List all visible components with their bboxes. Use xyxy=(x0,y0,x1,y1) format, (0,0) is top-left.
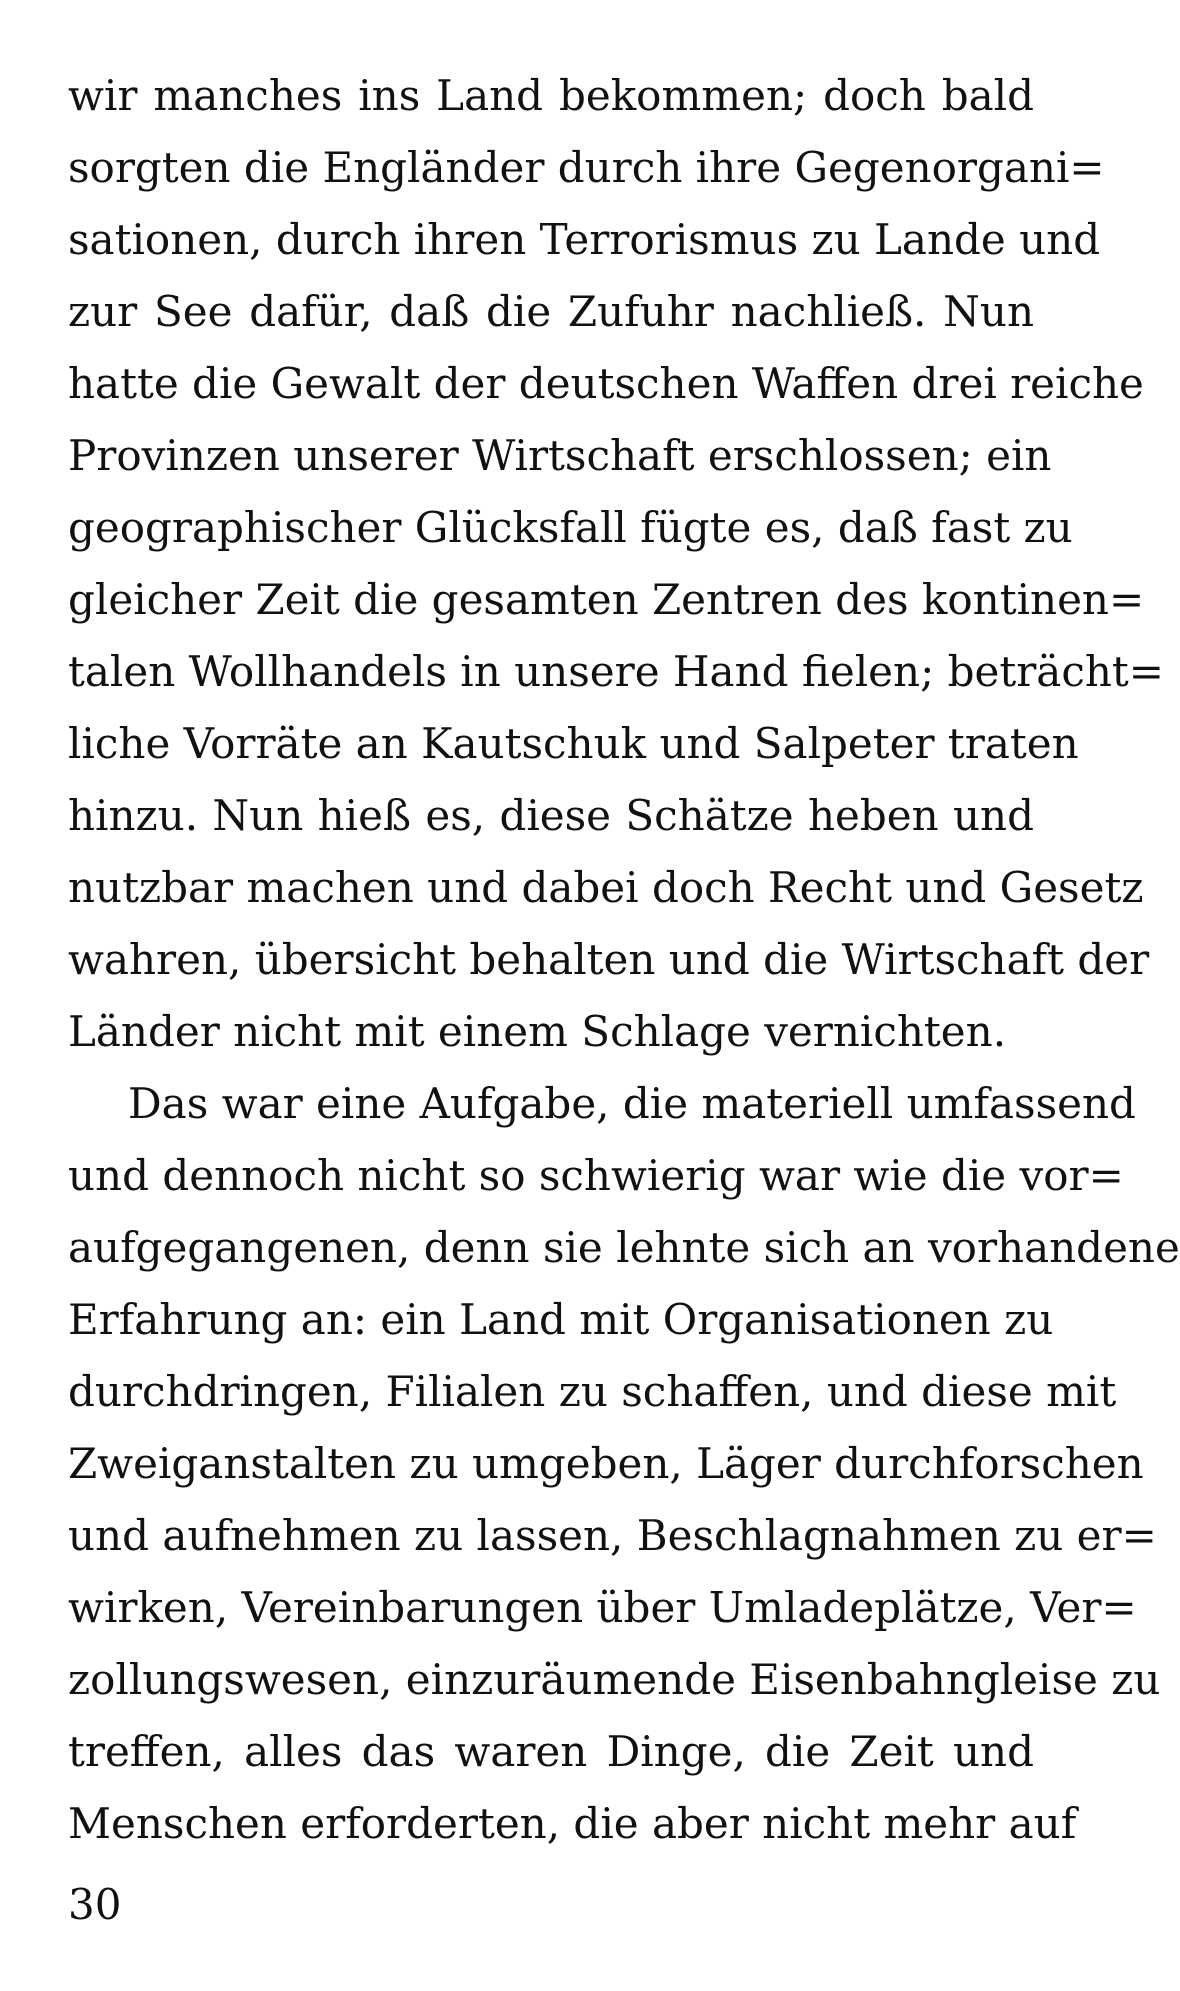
text-line: hatte die Gewalt der deutschen Waffen drei reiche xyxy=(68,359,1144,408)
text-line: aufgegangenen, denn sie lehnte sich an vorhandene xyxy=(68,1223,1180,1272)
page-number: 30 xyxy=(68,1880,122,1929)
text-line: wahren, übersicht behalten und die Wirtschaft der xyxy=(68,935,1150,984)
text-line: zur See dafür, daß die Zufuhr nachließ. Nun xyxy=(68,287,1034,336)
text-line: wirken, Vereinbarungen über Umladeplätze, Ver= xyxy=(68,1583,1137,1632)
text-line: sationen, durch ihren Terrorismus zu Lande und xyxy=(68,215,1101,264)
body-text xyxy=(68,60,1180,1860)
text-line: wir manches ins Land bekommen; doch bald xyxy=(68,71,1034,120)
text-line: sorgten die Engländer durch ihre Gegenorgani= xyxy=(68,143,1105,192)
text-line: Erfahrung an: ein Land mit Organisationen zu xyxy=(68,1295,1054,1344)
text-line: und dennoch nicht so schwierig war wie die vor= xyxy=(68,1151,1124,1200)
text-line: hinzu. Nun hieß es, diese Schätze heben und xyxy=(68,791,1034,840)
text-line: Zweiganstalten zu umgeben, Läger durchforschen xyxy=(68,1439,1144,1488)
text-line: nutzbar machen und dabei doch Recht und Gesetz xyxy=(68,863,1144,912)
text-line: durchdringen, Filialen zu schaffen, und diese mit xyxy=(68,1367,1117,1416)
text-line: und aufnehmen zu lassen, Beschlagnahmen zu er= xyxy=(68,1511,1157,1560)
paragraph-end-line: Länder nicht mit einem Schlage vernichten. xyxy=(68,1007,1007,1056)
text-line: gleicher Zeit die gesamten Zentren des kontinen= xyxy=(68,575,1145,624)
text-line: geographischer Glücksfall fügte es, daß fast zu xyxy=(68,503,1073,552)
text-line: Provinzen unserer Wirtschaft erschlossen; ein xyxy=(68,431,1052,480)
text-line: liche Vorräte an Kautschuk und Salpeter traten xyxy=(68,719,1079,768)
text-line: zollungswesen, einzuräumende Eisenbahngleise zu xyxy=(68,1655,1161,1704)
text-line: treffen, alles das waren Dinge, die Zeit und xyxy=(68,1727,1034,1776)
text-line: talen Wollhandels in unsere Hand fielen; beträcht= xyxy=(68,647,1164,696)
text-line: Menschen erforderten, die aber nicht mehr auf xyxy=(68,1799,1077,1848)
paragraph-start-line: Das war eine Aufgabe, die materiell umfassend xyxy=(128,1079,1136,1128)
